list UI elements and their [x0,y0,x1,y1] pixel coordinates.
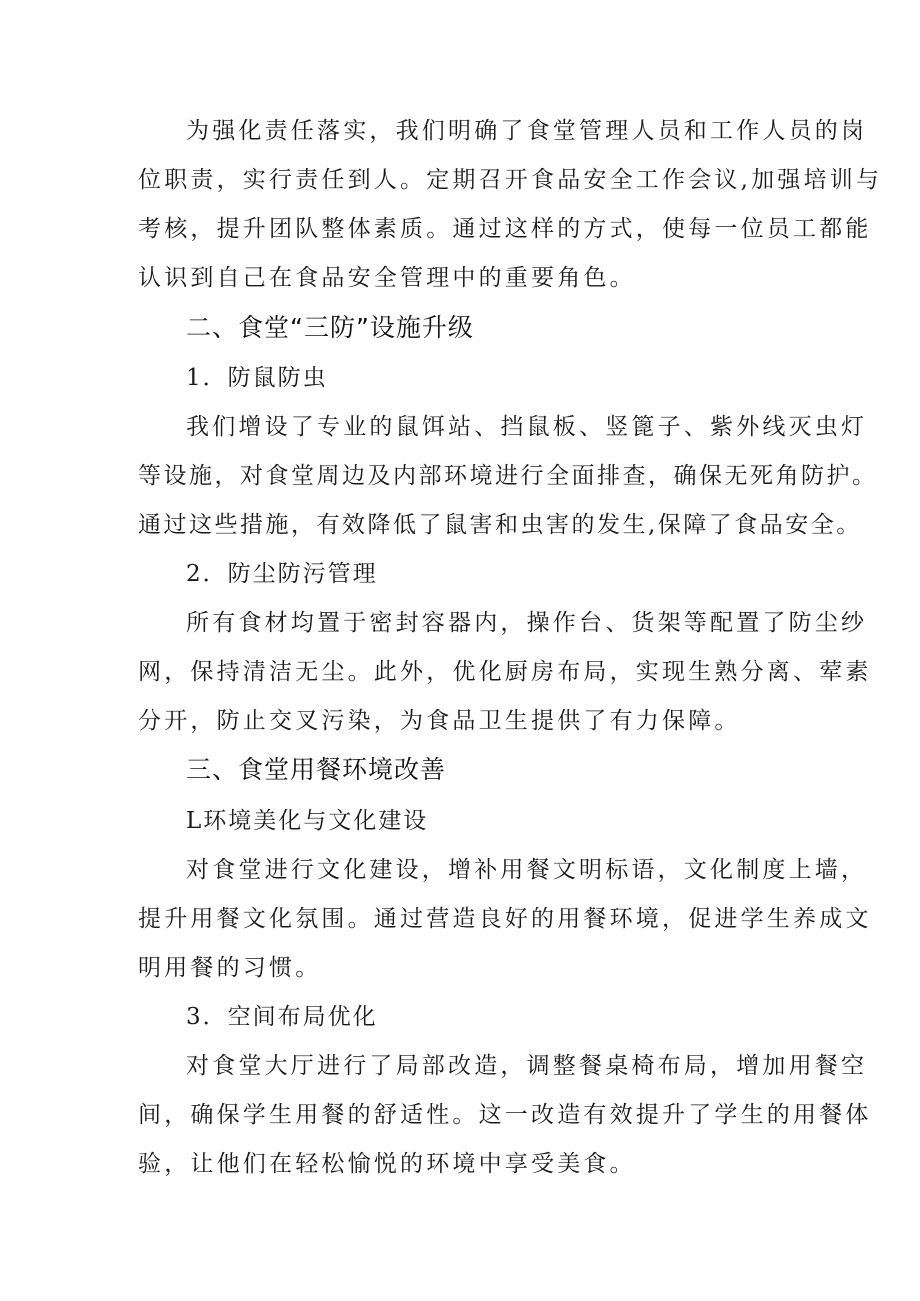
paragraph-line: 间，确保学生用餐的舒适性。这一改造有效提升了学生的用餐体 [138,1102,872,1128]
paragraph-line: 提升用餐文化氛围。通过营造良好的用餐环境，促进学生养成文 [138,906,872,932]
section-heading: 三、食堂用餐环境改善 [186,755,447,784]
subsection-title: 2．防尘防污管理 [186,561,378,587]
paragraph-line: 为强化责任落实，我们明确了食堂管理人员和工作人员的岗 [186,118,868,144]
paragraph-line: 验，让他们在轻松愉悦的环境中享受美食。 [138,1151,636,1177]
paragraph-line: 网，保持清洁无尘。此外，优化厨房布局，实现生熟分离、荤素 [138,659,872,685]
paragraph-line: 等设施，对食堂周边及内部环境进行全面排查，确保无死角防护。 [138,463,878,489]
section-heading: 二、食堂“三防”设施升级 [186,313,474,342]
paragraph-line: 对食堂大厅进行了局部改造，调整餐桌椅布局，增加用餐空 [186,1053,868,1079]
paragraph-line: 通过这些措施，有效降低了鼠害和虫害的发生,保障了食品安全。 [138,512,862,538]
subsection-title: L环境美化与文化建设 [186,808,429,834]
subsection-title: 1．防鼠防虫 [186,365,328,391]
paragraph-line: 我们增设了专业的鼠饵站、挡鼠板、竖篦子、紫外线灭虫灯 [186,414,868,440]
paragraph-line: 对食堂进行文化建设，增补用餐文明标语，文化制度上墙， [186,857,868,883]
paragraph-line: 认识到自己在食品安全管理中的重要角色。 [138,265,636,291]
paragraph-line: 位职责，实行责任到人。定期召开食品安全工作会议,加强培训与 [138,167,883,193]
paragraph-line: 明用餐的习惯。 [138,955,322,981]
subsection-title: 3．空间布局优化 [186,1004,378,1030]
paragraph-line: 所有食材均置于密封容器内，操作台、货架等配置了防尘纱 [186,610,868,636]
paragraph-line: 分开，防止交叉污染，为食品卫生提供了有力保障。 [138,708,741,734]
paragraph-line: 考核，提升团队整体素质。通过这样的方式，使每一位员工都能 [138,216,872,242]
